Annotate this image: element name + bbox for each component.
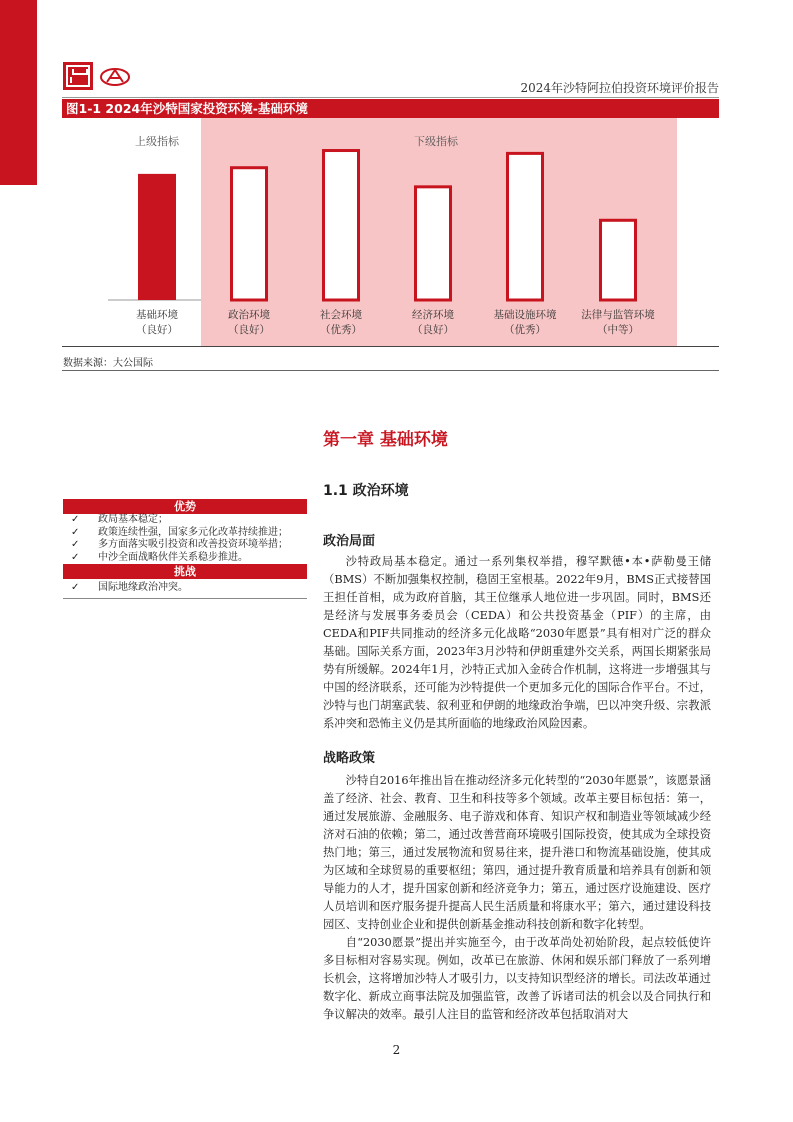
rating-label: （优秀） xyxy=(320,324,362,336)
group-label-upper: 上级指标 xyxy=(135,135,179,148)
report-header-title: 2024年沙特阿拉伯投资环境评价报告 xyxy=(520,81,719,95)
bar-lower-indicator xyxy=(324,151,359,300)
check-icon: ✓ xyxy=(71,539,80,550)
rating-label: （优秀） xyxy=(504,324,546,336)
rating-label: （良好） xyxy=(136,324,178,336)
header-rule xyxy=(62,97,719,98)
challenge-item: ✓ 国际地缘政治冲突。 xyxy=(71,582,188,593)
strengths-challenges-panel xyxy=(63,499,307,599)
strategy-heading: 战略政策 xyxy=(323,751,376,766)
check-icon: ✓ xyxy=(71,551,80,563)
advantages-list xyxy=(63,514,307,564)
challenges-header: 挑战 xyxy=(63,564,307,579)
category-label: 法律与监管环境 xyxy=(581,309,655,321)
category-label: 基础设施环境 xyxy=(493,309,557,321)
section-title: 1.1 政治环境 xyxy=(323,483,409,499)
red-side-bar xyxy=(0,0,37,185)
advantage-item: ✓ 多方面落实吸引投资和改善投资环境举措； xyxy=(71,539,288,550)
bar-chart xyxy=(62,118,719,346)
check-icon: ✓ xyxy=(71,514,80,525)
advantage-item: ✓ 中沙全面战略伙伴关系稳步推进。 xyxy=(71,551,248,563)
advantage-item: ✓ 政局基本稳定； xyxy=(71,514,168,525)
check-icon: ✓ xyxy=(71,582,80,593)
challenges-list xyxy=(63,579,307,598)
page-number: 2 xyxy=(392,1043,401,1057)
category-label: 经济环境 xyxy=(412,309,454,321)
figure-title: 图1-1 2024年沙特国家投资环境-基础环境 xyxy=(62,99,719,118)
group-label-lower: 下级指标 xyxy=(414,135,458,148)
strategy-paragraph-2: 自“2030愿景”提出并实施至今，由于改革尚处初始阶段，起点较低使许多目标相对容易实现。例如，改革已在旅游、休闲和娱乐部门释放了一系列增长机会，这将增加沙特人才吸引力，以支持知识型经济的增长。司法改革通过数字化、新成立商事法院及加强监管，改善了诉诸司法的机会以及合同执行和争议解决的效率。最引人注目的监管和经济改革包括取消对大 xyxy=(323,936,711,1022)
chart-bottom-rule xyxy=(62,346,719,347)
advantages-header: 优势 xyxy=(63,499,307,514)
politics-heading: 政治局面 xyxy=(323,534,376,549)
panel-bottom-rule xyxy=(63,598,307,599)
rating-label: （中等） xyxy=(597,324,639,336)
source-rule xyxy=(62,370,719,371)
category-label: 基础环境 xyxy=(136,309,178,321)
figure-source: 数据来源：大公国际 xyxy=(63,358,153,369)
politics-paragraph: 沙特政局基本稳定。通过一系列集权举措，穆罕默德•本•萨勒曼王储（BMS）不断加强集权控制，稳固王室根基。2022年9月，BMS正式接替国王担任首相，成为政府首脑，其王位继承人地位进一步巩固。同时，BMS还是经济与发展事务委员会（CEDA）和公共投资基金（PIF）的主席，由CEDA和PIF共同推动的经济多元化战略“2030年愿景”具有相对广泛的群众基础。国际关系方面，2023年3月沙特和伊朗重建外交关系，两国长期紧张局势有所缓解。2024年1月，沙特正式加入金砖合作机制，这将进一步增强其与中国的经济联系，还可能为沙特提供一个更加多元化的国际合作平台。不过，沙特与也门胡塞武装、叙利亚和伊朗的地缘政治争端，巴以冲突升级、宗教派系冲突和恐怖主义仍是其所面临的地缘政治风险因素。 xyxy=(323,555,711,731)
bar-lower-indicator xyxy=(508,153,543,300)
category-label: 政治环境 xyxy=(228,309,270,321)
strategy-paragraph-1: 沙特自2016年推出旨在推动经济多元化转型的“2030年愿景”，该愿景涵盖了经济、社会、教育、卫生和科技等多个领域。改革主要目标包括：第一，通过发展旅游、金融服务、电子游戏和体育、知识产权和制造业等领域减少经济对石油的依赖；第二，通过改善营商环境吸引国际投资，使其成为全球投资热门地；第三，通过发展物流和贸易往来，提升港口和物流基础设施，使其成为区域和全球贸易的重要枢纽；第四，通过提升教育质量和培养具有创新和领导能力的人才，提升国家创新和经济竞争力；第五，通过医疗设施建设、医疗人员培训和医疗服务提升提高人民生活质量和将康水平；第六，通过建设科技园区、支持创业企业和提供创新基金推动科技创新和数字化转型。 xyxy=(323,774,711,932)
rating-label: （良好） xyxy=(412,324,454,336)
check-icon: ✓ xyxy=(71,526,80,538)
advantage-item: ✓ 政策连续性强，国家多元化改革持续推进； xyxy=(71,526,288,538)
bar-lower-indicator xyxy=(416,187,451,300)
dagong-logo xyxy=(63,62,93,90)
bar-upper-indicator xyxy=(138,174,176,300)
category-label: 社会环境 xyxy=(320,309,362,321)
bar-lower-indicator xyxy=(232,168,267,300)
rating-label: （良好） xyxy=(228,324,270,336)
chapter-title: 第一章 基础环境 xyxy=(323,430,448,450)
bar-lower-indicator xyxy=(601,220,636,300)
emblem-icon xyxy=(99,67,131,87)
